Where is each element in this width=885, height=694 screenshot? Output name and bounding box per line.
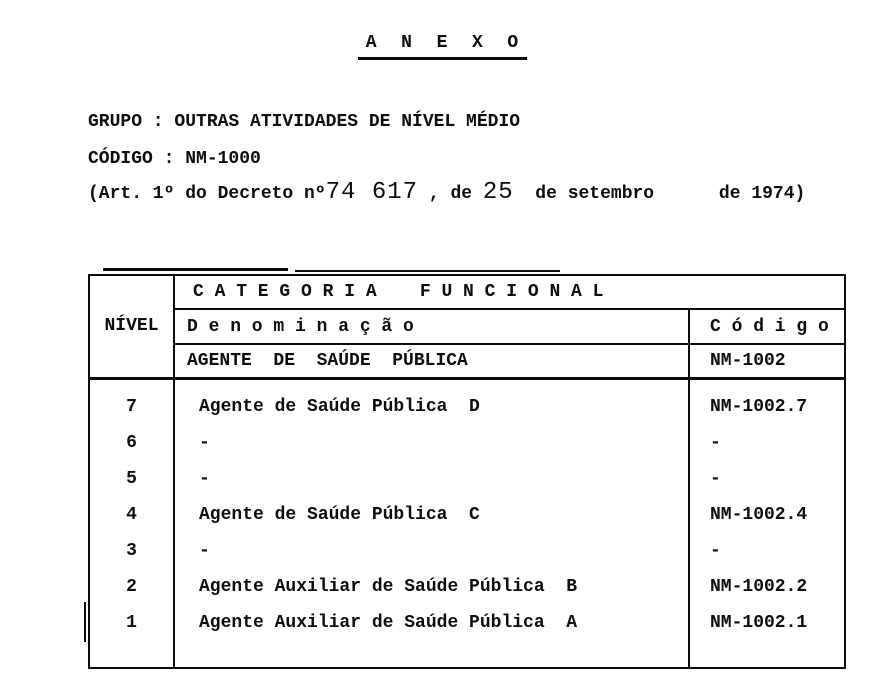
column-header-codigo: C ó d i g o — [688, 310, 844, 343]
codigo-cell: - — [710, 469, 721, 489]
level-cell: 7 — [126, 397, 137, 417]
level-cell: 2 — [126, 577, 137, 597]
decree-number: 74 617 — [325, 179, 419, 206]
grupo-line: GRUPO : OUTRAS ATIVIDADES DE NÍVEL MÉDIO — [88, 112, 521, 132]
denominacao-cell: Agente Auxiliar de Saúde Pública B — [199, 577, 578, 597]
group-codigo: NM-1002 — [688, 345, 844, 377]
denominacao-cell: Agente de Saúde Pública D — [199, 397, 480, 417]
title-container — [0, 33, 885, 60]
codigo-cell: - — [710, 541, 721, 561]
group-row — [175, 345, 844, 377]
subheader-row — [175, 310, 844, 345]
page-title: A N E X O — [358, 33, 527, 60]
codigo-cell: NM-1002.7 — [710, 397, 808, 417]
scan-artifact-line — [295, 270, 560, 272]
codigo-cell: NM-1002.1 — [710, 613, 808, 633]
column-codigo — [688, 380, 844, 667]
column-denominacao — [175, 380, 688, 667]
codigo-cell: NM-1002.4 — [710, 505, 808, 525]
categoria-section — [175, 276, 844, 377]
codigo-cell: - — [710, 433, 721, 453]
article-line — [88, 179, 806, 206]
codigo-line: CÓDIGO : NM-1000 — [88, 149, 261, 169]
column-nivel — [90, 380, 175, 667]
article-prefix: (Art. 1º do Decreto nº — [88, 184, 326, 204]
denominacao-cell: - — [199, 433, 210, 453]
level-cell: 1 — [126, 613, 137, 633]
scan-artifact-line — [84, 602, 86, 642]
level-cell: 4 — [126, 505, 137, 525]
denominacao-cell: - — [199, 469, 210, 489]
article-suffix: de setembro de 1974) — [513, 184, 806, 204]
decree-day: 25 — [482, 179, 514, 206]
level-cell: 5 — [126, 469, 137, 489]
group-denominacao: AGENTE DE SAÚDE PÚBLICA — [187, 351, 468, 371]
column-header-denominacao: D e n o m i n a ç ã o — [187, 316, 414, 337]
denominacao-cell: Agente de Saúde Pública C — [199, 505, 480, 525]
denominacao-cell: Agente Auxiliar de Saúde Pública A — [199, 613, 578, 633]
table-header — [90, 276, 844, 380]
column-header-nivel: NÍVEL — [90, 276, 175, 377]
column-header-categoria-funcional: C A T E G O R I A F U N C I O N A L — [175, 276, 844, 310]
scan-artifact-line — [103, 268, 288, 271]
category-table — [88, 274, 846, 669]
table-body — [90, 380, 844, 667]
article-mid: , de — [418, 184, 483, 204]
level-cell: 3 — [126, 541, 137, 561]
denominacao-cell: - — [199, 541, 210, 561]
level-cell: 6 — [126, 433, 137, 453]
codigo-cell: NM-1002.2 — [710, 577, 808, 597]
